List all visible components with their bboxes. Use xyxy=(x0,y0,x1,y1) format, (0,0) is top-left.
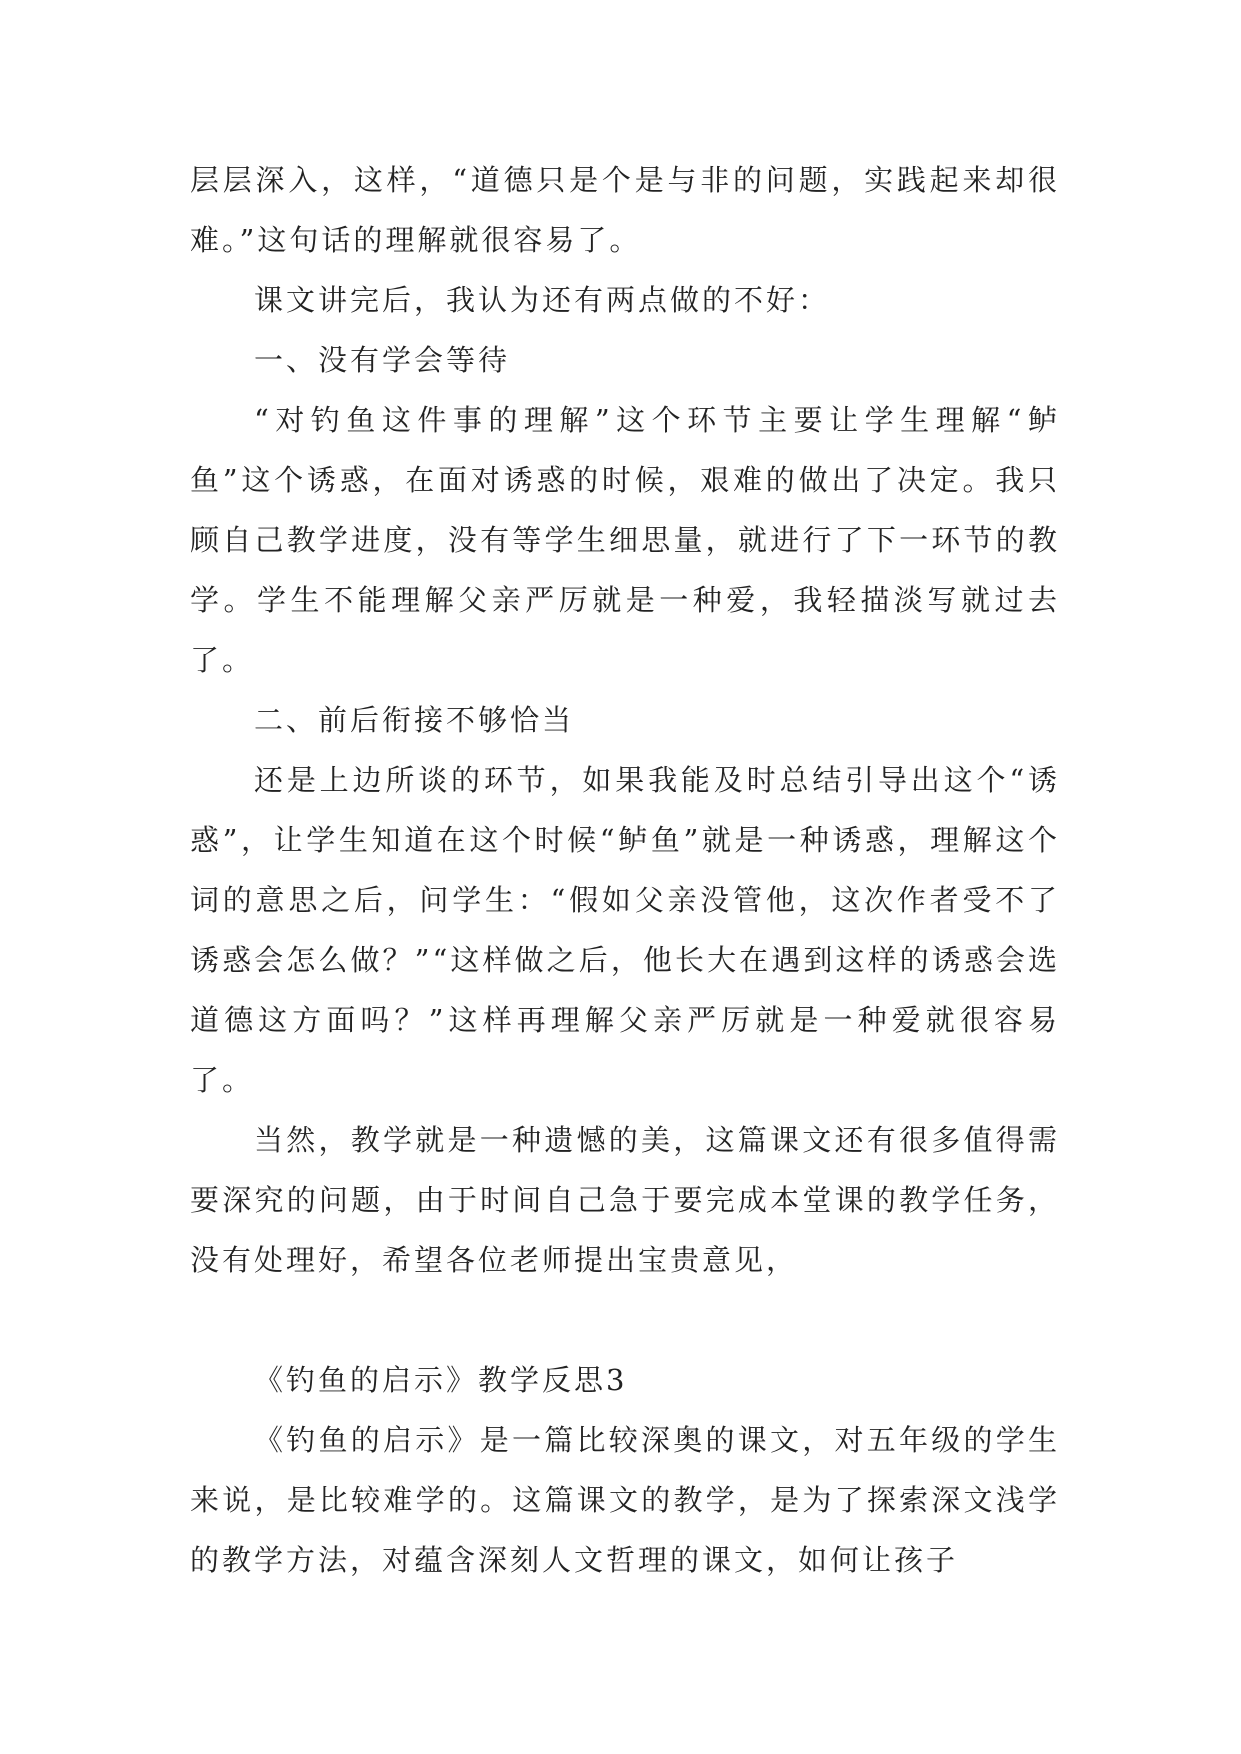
paragraph-point-two: 还是上边所谈的环节，如果我能及时总结引导出这个“诱惑”，让学生知道在这个时候“鲈鱼”就是一种诱惑，理解这个词的意思之后，问学生：“假如父亲没管他，这次作者受不了诱惑会怎么做？”“这样做之后，他长大在遇到这样的诱惑会选道德这方面吗？”这样再理解父亲严厉就是一种爱就很容易了。 xyxy=(190,763,1060,1097)
paragraph-point-one: “对钓鱼这件事的理解”这个环节主要让学生理解“鲈鱼”这个诱惑，在面对诱惑的时候，艰难的做出了决定。我只顾自己教学进度，没有等学生细思量，就进行了下一环节的教学。学生不能理解父亲严厉就是一种爱，我轻描淡写就过去了。 xyxy=(190,403,1060,677)
heading-point-two: 二、前后衔接不够恰当 xyxy=(254,703,575,737)
paragraph-continuation: 层层深入，这样，“道德只是个是与非的问题，实践起来却很难。”这句话的理解就很容易了。 xyxy=(190,163,1060,257)
heading-point-one: 一、没有学会等待 xyxy=(254,343,511,377)
document-body xyxy=(190,150,1060,1590)
section-spacer xyxy=(190,1290,1060,1350)
paragraph-summary-intro: 课文讲完后，我认为还有两点做的不好： xyxy=(254,283,831,317)
section-paragraph: 《钓鱼的启示》是一篇比较深奥的课文，对五年级的学生来说，是比较难学的。这篇课文的教学，是为了探索深文浅学的教学方法，对蕴含深刻人文哲理的课文，如何让孩子 xyxy=(190,1423,1060,1577)
paragraph-conclusion: 当然，教学就是一种遗憾的美，这篇课文还有很多值得需要深究的问题，由于时间自己急于要完成本堂课的教学任务，没有处理好，希望各位老师提出宝贵意见， xyxy=(190,1123,1060,1277)
section-title: 《钓鱼的启示》教学反思3 xyxy=(254,1363,628,1397)
